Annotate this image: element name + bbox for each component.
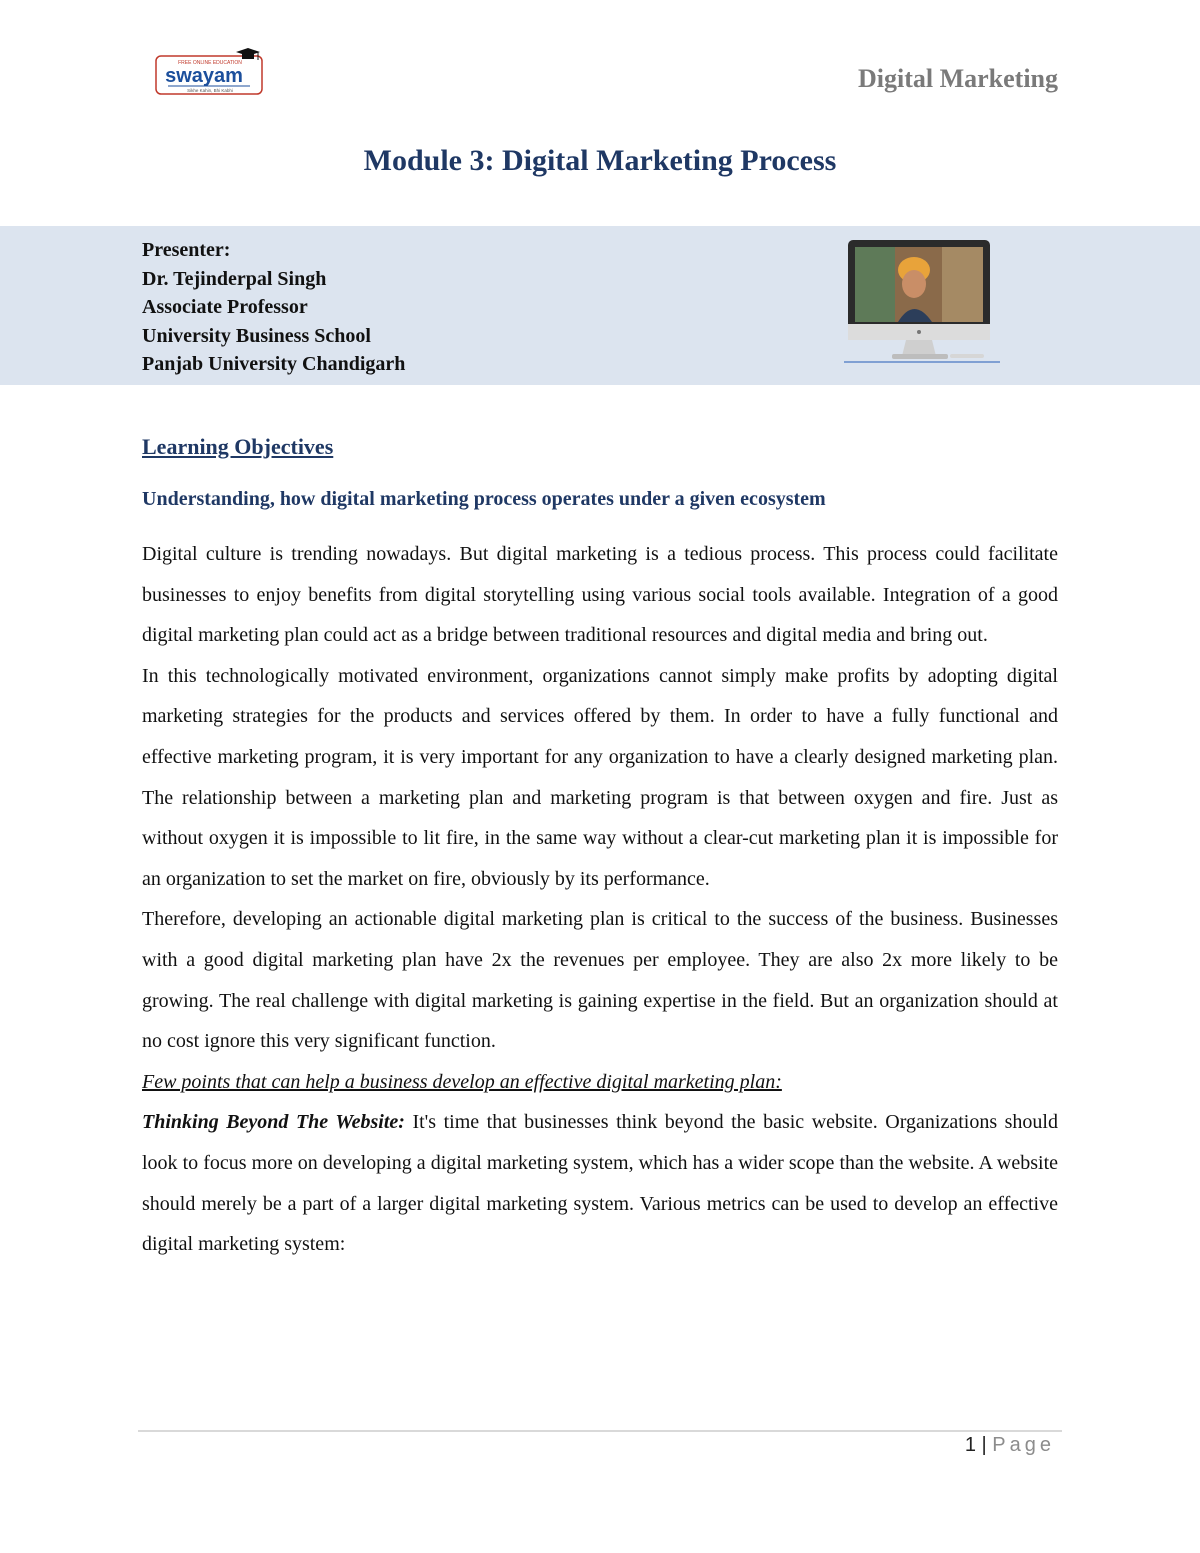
presenter-photo [842,238,1002,368]
body-text [142,534,1058,1265]
page-label: Page [992,1434,1055,1456]
learning-objectives-heading: Learning Objectives [142,434,334,459]
page-number [965,1434,1055,1457]
main-content [142,430,1058,1265]
computer-monitor-icon [842,238,1002,368]
page-separator: | [975,1434,993,1456]
presenter-name: Dr. Tejinderpal Singh [142,267,327,290]
logo-tagline: FREE ONLINE EDUCATION [178,60,242,66]
page-title: Module 3: Digital Marketing Process [363,144,837,177]
header-title: Digital Marketing [857,64,1058,93]
footer-divider [138,1430,1062,1432]
presenter-position: Associate Professor [142,296,308,318]
learning-objective: Understanding, how digital marketing process operates under a given ecosystem [142,488,826,510]
paragraph-3: Therefore, developing an actionable digital marketing plan is critical to the success of the business. Businesses with a good digital marketing plan have 2x the revenues per employee. They are also 2x more likely to be growing. The real challenge with digital marketing is gaining expertise in the field. But an organization should at no cost ignore this very significant function. [142,908,1058,1053]
presenter-institution: Panjab University Chandigarh [142,353,406,375]
point-1-title: Thinking Beyond The Website: [142,1111,405,1134]
point-1 [142,1102,1058,1264]
paragraph-2: In this technologically motivated environment, organizations cannot simply make profits by adopting digital marketing strategies for the products and services offered by them. In order to have a fully functional and effective marketing program, it is very important for any organization to have a clearly designed marketing plan. The relationship between a marketing plan and marketing program is that between oxygen and fire. Just as without oxygen it is impossible to lit fire, in the same way without a clear-cut marketing plan it is impossible for an organization to set the market on fire, obviously by its performance. [142,664,1058,890]
presenter-department: University Business School [142,324,371,347]
presenter-info [142,236,405,379]
swayam-logo [154,46,266,98]
presenter-label: Presenter: [142,239,231,261]
logo-subline: Sikhe Kahin, Bhi Kabhi [187,88,233,93]
points-heading: Few points that can help a business develop an effective digital marketing plan: [142,1070,782,1093]
logo-wordmark: swayam [165,65,243,87]
paragraph-1: Digital culture is trending nowadays. But digital marketing is a tedious process. This process could facilitate businesses to enjoy benefits from digital storytelling using various social tools available. Integration of a good digital marketing plan could act as a bridge between traditional resources and digital media and bring out. [142,543,1058,647]
point-1-text: It's time that businesses think beyond the basic website. Organizations should look to focus more on developing a digital marketing system, which has a wider scope than the website. A website should merely be a part of a larger digital marketing system. Various metrics can be used to develop an effective digital marketing system: [142,1111,1058,1256]
page-number-value: 1 [964,1434,976,1456]
